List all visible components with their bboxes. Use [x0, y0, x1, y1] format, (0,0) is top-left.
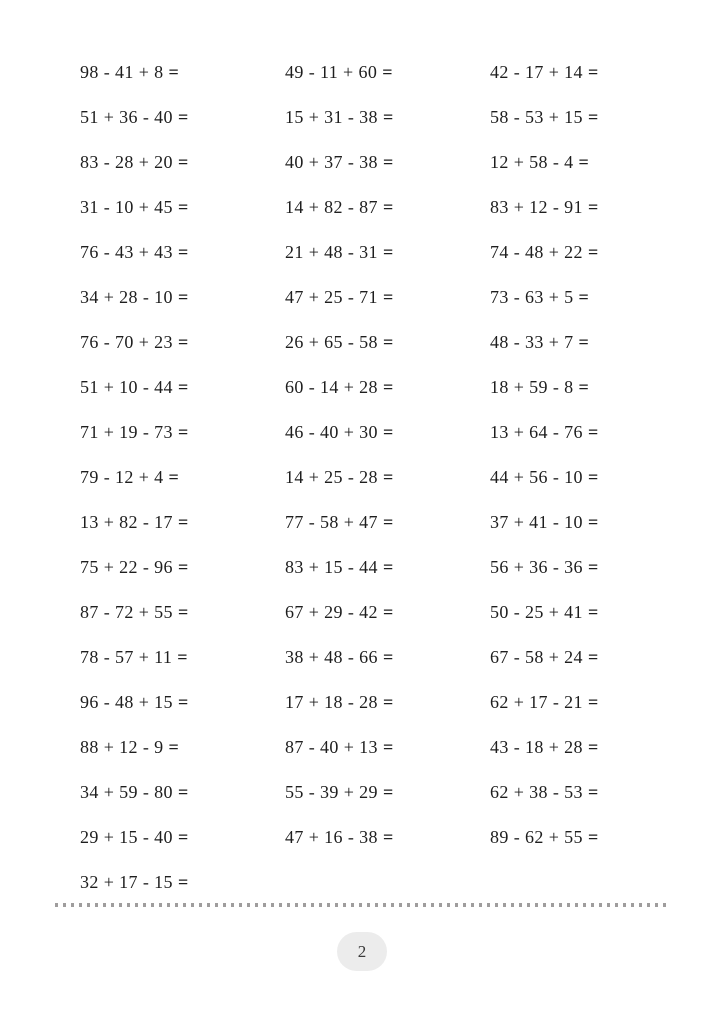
problem-expression: 98 - 41 + 8	[80, 62, 164, 82]
equals-sign: =	[587, 62, 599, 82]
equals-sign: =	[177, 602, 189, 622]
math-problem	[285, 332, 490, 353]
problem-expression: 15 + 31 - 38	[285, 107, 378, 127]
equals-sign: =	[177, 332, 189, 352]
equals-sign: =	[587, 107, 599, 127]
math-problem	[80, 242, 285, 263]
equals-sign: =	[177, 782, 189, 802]
problem-expression: 50 - 25 + 41	[490, 602, 583, 622]
equals-sign: =	[587, 422, 599, 442]
math-problem	[285, 62, 490, 83]
problem-row	[80, 500, 652, 545]
problem-expression: 83 + 15 - 44	[285, 557, 378, 577]
page-number-badge	[337, 932, 387, 971]
problem-expression: 46 - 40 + 30	[285, 422, 378, 442]
math-problem	[285, 242, 490, 263]
problem-row	[80, 635, 652, 680]
problem-expression: 71 + 19 - 73	[80, 422, 173, 442]
equals-sign: =	[587, 602, 599, 622]
problem-expression: 34 + 28 - 10	[80, 287, 173, 307]
equals-sign: =	[382, 152, 394, 172]
problem-expression: 76 - 70 + 23	[80, 332, 173, 352]
equals-sign: =	[587, 782, 599, 802]
equals-sign: =	[177, 422, 189, 442]
math-problem	[285, 602, 490, 623]
problem-expression: 67 + 29 - 42	[285, 602, 378, 622]
math-problem	[490, 782, 652, 803]
problem-expression: 17 + 18 - 28	[285, 692, 378, 712]
equals-sign: =	[177, 872, 189, 892]
problem-expression: 62 + 38 - 53	[490, 782, 583, 802]
math-problem	[285, 152, 490, 173]
dotted-divider	[55, 903, 670, 907]
equals-sign: =	[168, 62, 180, 82]
equals-sign: =	[177, 287, 189, 307]
equals-sign: =	[177, 827, 189, 847]
problem-expression: 29 + 15 - 40	[80, 827, 173, 847]
problem-expression: 40 + 37 - 38	[285, 152, 378, 172]
problem-row	[80, 410, 652, 455]
math-problem	[490, 377, 652, 398]
math-problem	[490, 602, 652, 623]
problem-expression: 14 + 82 - 87	[285, 197, 378, 217]
problem-expression: 37 + 41 - 10	[490, 512, 583, 532]
equals-sign: =	[382, 62, 393, 82]
equals-sign: =	[578, 287, 590, 307]
equals-sign: =	[382, 737, 394, 757]
math-problem	[80, 557, 285, 578]
math-problem	[490, 467, 652, 488]
equals-sign: =	[587, 737, 599, 757]
equals-sign: =	[382, 242, 394, 262]
problem-expression: 48 - 33 + 7	[490, 332, 574, 352]
problem-row	[80, 140, 652, 185]
math-problem	[490, 692, 652, 713]
problem-expression: 89 - 62 + 55	[490, 827, 583, 847]
problem-row	[80, 770, 652, 815]
problem-expression: 62 + 17 - 21	[490, 692, 583, 712]
problem-expression: 67 - 58 + 24	[490, 647, 583, 667]
math-problem	[80, 422, 285, 443]
math-problem	[490, 287, 652, 308]
problem-row	[80, 320, 652, 365]
problem-expression: 51 + 36 - 40	[80, 107, 173, 127]
math-problem	[490, 107, 652, 128]
math-problem	[80, 62, 285, 83]
math-problem	[490, 557, 652, 578]
problem-expression: 14 + 25 - 28	[285, 467, 378, 487]
math-problem	[80, 827, 285, 848]
problem-expression: 56 + 36 - 36	[490, 557, 583, 577]
equals-sign: =	[168, 737, 180, 757]
problem-expression: 55 - 39 + 29	[285, 782, 378, 802]
math-problem	[490, 242, 652, 263]
problem-expression: 31 - 10 + 45	[80, 197, 173, 217]
problem-expression: 79 - 12 + 4	[80, 467, 164, 487]
problem-expression: 42 - 17 + 14	[490, 62, 583, 82]
problem-row	[80, 545, 652, 590]
math-problem	[285, 422, 490, 443]
equals-sign: =	[177, 242, 189, 262]
equals-sign: =	[382, 107, 394, 127]
problem-expression: 87 - 40 + 13	[285, 737, 378, 757]
equals-sign: =	[382, 422, 394, 442]
equals-sign: =	[382, 827, 394, 847]
problem-expression: 83 - 28 + 20	[80, 152, 173, 172]
problem-expression: 78 - 57 + 11	[80, 647, 173, 667]
math-problem	[285, 557, 490, 578]
equals-sign: =	[587, 557, 599, 577]
problem-expression: 32 + 17 - 15	[80, 872, 173, 892]
math-problem	[490, 197, 652, 218]
math-problem	[80, 197, 285, 218]
math-problem	[80, 467, 285, 488]
problem-expression: 13 + 64 - 76	[490, 422, 583, 442]
equals-sign: =	[177, 377, 189, 397]
problem-expression: 51 + 10 - 44	[80, 377, 173, 397]
equals-sign: =	[177, 197, 189, 217]
problem-row	[80, 590, 652, 635]
equals-sign: =	[382, 467, 394, 487]
problem-row	[80, 95, 652, 140]
problem-expression: 34 + 59 - 80	[80, 782, 173, 802]
math-problem	[285, 377, 490, 398]
math-problem	[285, 782, 490, 803]
math-problem	[80, 512, 285, 533]
problem-expression: 44 + 56 - 10	[490, 467, 583, 487]
math-problem	[285, 512, 490, 533]
equals-sign: =	[578, 377, 590, 397]
equals-sign: =	[177, 692, 189, 712]
math-problem	[490, 512, 652, 533]
problem-row	[80, 365, 652, 410]
math-problem	[285, 692, 490, 713]
math-problem	[285, 467, 490, 488]
problem-expression: 74 - 48 + 22	[490, 242, 583, 262]
math-problem	[80, 287, 285, 308]
equals-sign: =	[578, 152, 590, 172]
math-problem	[80, 152, 285, 173]
problem-expression: 58 - 53 + 15	[490, 107, 583, 127]
equals-sign: =	[587, 467, 599, 487]
equals-sign: =	[382, 512, 394, 532]
problem-row	[80, 680, 652, 725]
equals-sign: =	[382, 782, 394, 802]
math-problem	[80, 377, 285, 398]
equals-sign: =	[587, 827, 599, 847]
math-problem	[490, 737, 652, 758]
math-problem	[80, 107, 285, 128]
equals-sign: =	[382, 377, 394, 397]
problem-expression: 96 - 48 + 15	[80, 692, 173, 712]
equals-sign: =	[177, 557, 189, 577]
problem-expression: 13 + 82 - 17	[80, 512, 173, 532]
equals-sign: =	[168, 467, 180, 487]
math-problem	[490, 647, 652, 668]
problem-row	[80, 185, 652, 230]
equals-sign: =	[578, 332, 590, 352]
problem-expression: 26 + 65 - 58	[285, 332, 378, 352]
problem-row	[80, 230, 652, 275]
problem-expression: 43 - 18 + 28	[490, 737, 583, 757]
math-problem	[80, 872, 285, 893]
equals-sign: =	[587, 197, 599, 217]
math-problem	[285, 647, 490, 668]
equals-sign: =	[177, 647, 188, 667]
problem-row	[80, 860, 652, 905]
equals-sign: =	[382, 287, 394, 307]
equals-sign: =	[177, 512, 189, 532]
equals-sign: =	[382, 332, 394, 352]
equals-sign: =	[382, 647, 394, 667]
problem-expression: 18 + 59 - 8	[490, 377, 574, 397]
problem-row	[80, 275, 652, 320]
problem-row	[80, 455, 652, 500]
problem-expression: 87 - 72 + 55	[80, 602, 173, 622]
problem-expression: 83 + 12 - 91	[490, 197, 583, 217]
problem-expression: 49 - 11 + 60	[285, 62, 378, 82]
problem-row	[80, 815, 652, 860]
equals-sign: =	[587, 647, 599, 667]
equals-sign: =	[587, 692, 599, 712]
math-problem	[490, 332, 652, 353]
math-problem	[80, 332, 285, 353]
problem-expression: 12 + 58 - 4	[490, 152, 574, 172]
problems-grid	[80, 50, 652, 905]
equals-sign: =	[177, 107, 189, 127]
problem-row	[80, 725, 652, 770]
problem-expression: 21 + 48 - 31	[285, 242, 378, 262]
equals-sign: =	[382, 557, 394, 577]
problem-expression: 60 - 14 + 28	[285, 377, 378, 397]
math-problem	[80, 647, 285, 668]
math-problem	[80, 782, 285, 803]
math-problem	[490, 62, 652, 83]
equals-sign: =	[382, 197, 394, 217]
math-problem	[285, 737, 490, 758]
problem-expression: 47 + 25 - 71	[285, 287, 378, 307]
problem-expression: 38 + 48 - 66	[285, 647, 378, 667]
equals-sign: =	[587, 512, 599, 532]
problem-expression: 77 - 58 + 47	[285, 512, 378, 532]
math-problem	[490, 422, 652, 443]
equals-sign: =	[177, 152, 189, 172]
math-problem	[80, 737, 285, 758]
math-problem	[285, 197, 490, 218]
problem-row	[80, 50, 652, 95]
math-problem	[80, 602, 285, 623]
problem-expression: 73 - 63 + 5	[490, 287, 574, 307]
page-number: 2	[357, 941, 367, 961]
problem-expression: 88 + 12 - 9	[80, 737, 164, 757]
equals-sign: =	[382, 692, 394, 712]
math-problem	[80, 692, 285, 713]
problem-expression: 47 + 16 - 38	[285, 827, 378, 847]
problem-expression: 76 - 43 + 43	[80, 242, 173, 262]
problem-expression: 75 + 22 - 96	[80, 557, 173, 577]
math-problem	[490, 827, 652, 848]
equals-sign: =	[587, 242, 599, 262]
equals-sign: =	[382, 602, 394, 622]
math-problem	[285, 827, 490, 848]
math-problem	[490, 152, 652, 173]
math-problem	[285, 287, 490, 308]
math-problem	[285, 107, 490, 128]
